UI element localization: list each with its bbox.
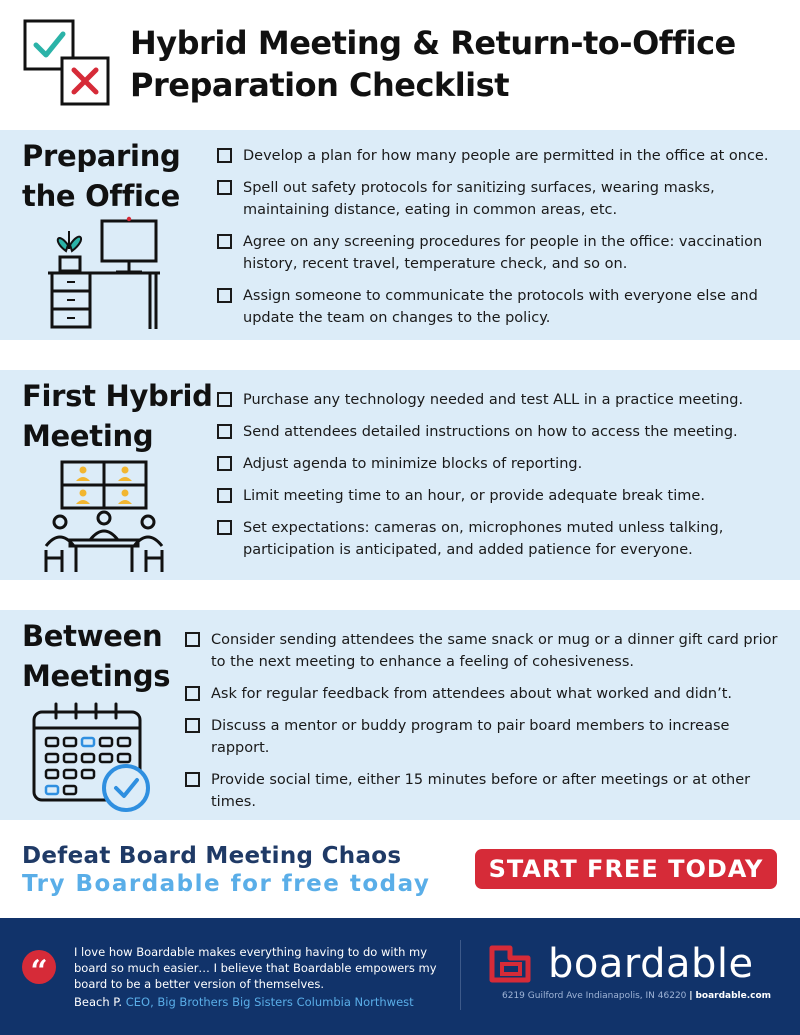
cta-headline: Defeat Board Meeting Chaos (22, 843, 402, 869)
section-title-between-meetings (22, 616, 170, 696)
page-title-line2: Preparation Checklist (130, 66, 509, 104)
checklist-item-text: Agree on any screening procedures for people in the office: vaccination history, recent travel, temperature check, and so on. (243, 234, 763, 272)
checklist-between-meetings (185, 629, 790, 855)
checkbox[interactable] (185, 686, 200, 701)
section-title-line2: Meetings (22, 659, 171, 693)
checklist-item[interactable] (185, 769, 790, 813)
brand-address: 6219 Guilford Ave Indianapolis, IN 46220 (502, 991, 687, 1001)
checkbox[interactable] (217, 148, 232, 163)
checkbox[interactable] (217, 520, 232, 535)
boardable-logo-icon (488, 944, 532, 984)
calendar-icon (32, 702, 150, 814)
checkbox[interactable] (185, 772, 200, 787)
cta-subline: Try Boardable for free today (22, 871, 431, 897)
testimonial-quote: I love how Boardable makes everything having to do with my board so much easier… I believe that Boardable empowers my board to be a better version of themselves. (74, 945, 437, 991)
header (0, 0, 800, 130)
video-conference-icon (40, 460, 168, 574)
checklist-item-text: Set expectations: cameras on, microphones muted unless talking, participation is anticipated, and added patience for everyone. (243, 520, 724, 558)
checklist-item-text: Spell out safety protocols for sanitizing surfaces, wearing masks, maintaining distance, eating in common areas, etc. (243, 180, 715, 218)
checklist-item-text: Send attendees detailed instructions on how to access the meeting. (243, 424, 738, 440)
checklist-item[interactable] (185, 629, 790, 673)
page-title-line1: Hybrid Meeting & Return-to-Office (130, 24, 736, 62)
checklist-item-text: Develop a plan for how many people are permitted in the office at once. (243, 148, 769, 164)
section-title-line2: the Office (22, 179, 180, 213)
checkbox[interactable] (217, 180, 232, 195)
section-title-line1: First Hybrid (22, 379, 213, 413)
section-title-line1: Preparing (22, 139, 181, 173)
section-title-line2: Meeting (22, 419, 154, 453)
checkbox[interactable] (217, 488, 232, 503)
checklist-item[interactable] (217, 485, 782, 507)
checklist-item-text: Consider sending attendees the same snack or mug or a dinner gift card prior to the next meeting to enhance a feeling of cohesiveness. (211, 632, 778, 670)
footer-divider (460, 940, 461, 1010)
checklist-preparing-office (217, 145, 782, 339)
checkbox[interactable] (185, 632, 200, 647)
office-desk-icon (46, 215, 162, 333)
section-title-line1: Between (22, 619, 163, 653)
brand-website-link[interactable]: boardable.com (695, 991, 772, 1001)
checklist-item-text: Ask for regular feedback from attendees about what worked and didn’t. (211, 686, 733, 702)
checkbox[interactable] (217, 392, 232, 407)
checkbox[interactable] (217, 234, 232, 249)
brand-address-line (502, 991, 771, 1001)
quote-icon: “ (22, 950, 56, 984)
checklist-item[interactable] (217, 231, 782, 275)
page-title (130, 22, 736, 106)
checkbox[interactable] (217, 424, 232, 439)
checklist-item-text: Discuss a mentor or buddy program to pair board members to increase rapport. (211, 718, 730, 756)
checklist-item-text: Limit meeting time to an hour, or provide adequate break time. (243, 488, 705, 504)
checklist-item[interactable] (217, 389, 782, 411)
checkbox[interactable] (185, 718, 200, 733)
checkbox[interactable] (217, 288, 232, 303)
brand-separator: | (689, 991, 693, 1001)
section-title-first-hybrid-meeting (22, 376, 213, 456)
checklist-first-hybrid-meeting (217, 389, 782, 571)
testimonial-author (74, 995, 414, 1009)
section-title-preparing-office (22, 136, 181, 216)
brand-name: boardable (548, 941, 754, 987)
checklist-item[interactable] (217, 453, 782, 475)
start-free-button[interactable]: START FREE TODAY (475, 849, 777, 889)
checklist-item[interactable] (185, 683, 790, 705)
checklist-item[interactable] (217, 421, 782, 443)
checklist-item[interactable] (185, 715, 790, 759)
author-name: Beach P. (74, 995, 123, 1009)
author-org: CEO, Big Brothers Big Sisters Columbia Northwest (125, 995, 414, 1009)
checklist-item-text: Assign someone to communicate the protocols with everyone else and update the team on changes to the policy. (243, 288, 758, 326)
checklist-item-text: Adjust agenda to minimize blocks of reporting. (243, 456, 583, 472)
checklist-item-text: Purchase any technology needed and test ALL in a practice meeting. (243, 392, 744, 408)
checklist-item[interactable] (217, 285, 782, 329)
checklist-item[interactable] (217, 517, 782, 561)
checklist-item[interactable] (217, 145, 782, 167)
checklist-icon (22, 18, 112, 110)
checklist-item-text: Provide social time, either 15 minutes before or after meetings or at other times. (211, 772, 751, 810)
checkbox[interactable] (217, 456, 232, 471)
checklist-item[interactable] (217, 177, 782, 221)
